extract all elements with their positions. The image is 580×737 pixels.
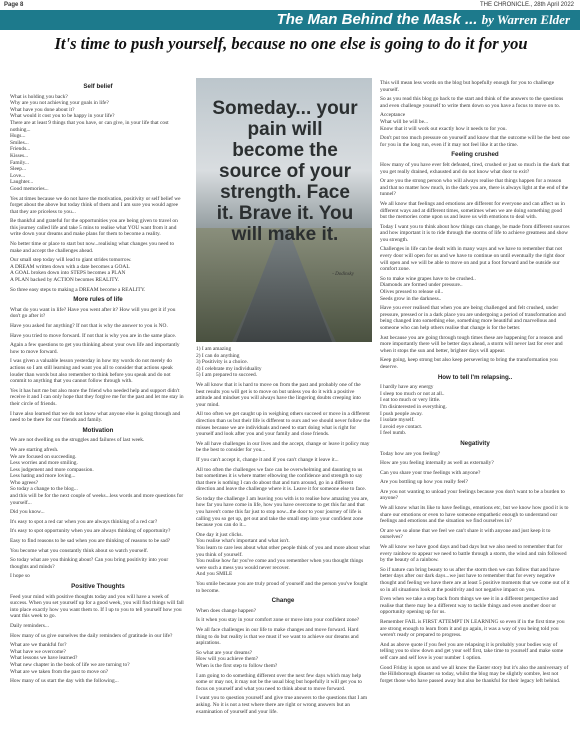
paragraph: How many of us give ourselves the daily reminders of gratitude in our life?: [10, 632, 173, 639]
line-list: [380, 112, 570, 132]
paragraph: You smile because you are truly proud of yourself and the person you've fought to become.: [196, 581, 368, 594]
paragraph: Have you asked for anything? If not that is why the answer to you is NO.: [10, 323, 168, 329]
line-list: [380, 384, 570, 437]
list-line: You realise what's important and what isn't.: [196, 538, 290, 545]
paragraph: You become what you constantly think about so watch yourself.: [10, 547, 149, 554]
list-line: I'm disinterested in everything.: [380, 403, 447, 410]
paragraph: We all have challenges in our lives and the accept, change or leave it policy may be the best to consider for you...: [196, 440, 370, 454]
paragraph: Daily reminders...: [10, 622, 49, 629]
paragraph: Challenges in life can be dealt with in many ways and we have to remember that not every door will open for us and we have to continue on until eventually the right door will open and we will be able to move on and put a foot forward and be outside our comfort zone.: [380, 246, 565, 273]
list-line: Family...: [10, 159, 29, 166]
list-line: Smiles...: [10, 139, 29, 146]
paragraph: How many of you have ever felt defeated, tired, crushed or just so much in the dark that you get really drained, exhausted and do not know what door to exit?: [380, 161, 570, 175]
paragraph: All too often the challenges we face can be overwhelming and daunting to us but sometimes it is where matter elbowing the confidence and strength to say that there is nothing I can do about that and turn around, go in a different direction and leave the challenge where it is. Leave it for someone else to face.: [196, 466, 367, 493]
paragraph: How many of us start the day with the following...: [10, 678, 119, 685]
list-line: What is holding you back?: [10, 93, 68, 100]
paragraph: Don't put too much pressure on yourself and know that the outcome will be the best one for you in the long run, even if it may not feel like it at the time.: [380, 135, 570, 148]
paragraph: Are you bottling up how you really feel?: [380, 479, 468, 486]
list-line: What new chapter in the book of life we are turning to?: [10, 661, 130, 668]
paragraph: What do you want in life? Have you went after it? How will you get it if you don't go after it?: [10, 306, 176, 320]
line-list: [10, 94, 186, 193]
list-line: A GOAL broken down into STEPS becomes a PLAN: [10, 270, 126, 277]
line-list: [196, 532, 370, 578]
article-headline: It's time to push yourself, because no one else is going to do it for you: [54, 34, 528, 53]
paragraph: All too often we get caught up in weighing others succeed or move in a different direction than us but their life is different to ours and we should never follow the misses because we are individuals and need to start doing what is right for yourself and look after you and your family and close friends.: [196, 411, 371, 438]
line-list: [196, 346, 370, 379]
paragraph: I am going to do something different over the next few days which may help some or may not, it may not be the usual blog but hopefully it will get you to focus on yourself and what you need to think about to move forward.: [196, 672, 362, 692]
list-line: Laughter...: [10, 179, 34, 186]
list-line: You realise how far you've come and you remember when you thought things were such a mess you would never recover.: [196, 558, 364, 571]
list-line: What are we taken from the past to move on?: [10, 668, 109, 675]
list-line: When is the first step to follow them?: [196, 662, 278, 669]
list-line: What have we overcome?: [10, 648, 66, 655]
list-line: I sleep too much or not at all..: [380, 390, 445, 397]
list-line: There are at least 9 things that you have, or can give, in your life that cost nothing...: [10, 119, 169, 133]
section-banner: [0, 10, 580, 30]
paragraph: We all face challenges in our life to make changes and move forward. Hard thing to do but reality is that we must if we want to achieve our dreams and aspirations.: [196, 626, 359, 647]
paragraph: Just because you are going through tough times these are happening for a reason and more importantly there will be better days ahead, a storm will never last for ever and when it stops the sun and better, brighter days will appear.: [380, 334, 563, 354]
list-line: I avoid eye contact.: [380, 423, 423, 430]
paragraph: So three easy steps to making a DREAM become a REALITY.: [10, 286, 146, 293]
paragraph: Keep going, keep strong but also keep persevering to bring the transformation you deserve.: [380, 357, 558, 370]
paragraph: Is it when you stay in your comfort zone or move into your confident zone?: [196, 617, 360, 624]
paragraph: We all know we have good days and bad days but we also need to remember that for every rainbow to appear we need to battle through a storm, the wind and rain followed by the beauty of a rainbow.: [380, 544, 567, 564]
line-list: [380, 276, 570, 302]
list-line: I push people away.: [380, 410, 423, 417]
list-line: We are focused on succeeding.: [10, 453, 77, 460]
subheading: More rules of life: [73, 296, 123, 304]
line-list: [196, 650, 370, 670]
paragraph: Today I want you to think about how things can change, be made from different sources and how important it is to ride through the storms of life to achieve greatness and show you strength.: [380, 223, 570, 243]
paragraph: It's easy to spot opportunity when you are always thinking of opportunity?: [10, 528, 171, 535]
list-line: Hugs...: [10, 133, 26, 140]
article-column-3: [380, 80, 570, 687]
paragraph: This will mean less words on the blog but hopefully enough for you to challenge yourself.: [380, 80, 554, 93]
paragraph: We all know that feelings and emotions are different for everyone and can affect us in different ways and at different times, sometimes when we are doing something good but the memories come upon us and leave us with emotions to deal with.: [380, 200, 565, 221]
section-title: [12, 11, 570, 28]
list-line: Why are you not achieving your goals in life?: [10, 100, 109, 107]
list-line: Seeds grow in the darkness..: [380, 295, 442, 302]
image-credit: - Dodinsky: [332, 272, 354, 277]
list-line: 1) I am amazing: [196, 346, 232, 352]
paragraph: Remember FAIL is FIRST ATTEMPT IN LEARNING so even if in the first time you are strong enough to learn from it and go again, it was a way of you being told you weren't ready or prepared to progress.: [380, 618, 565, 639]
list-line: Our small step today will lead to giant strides tomorrow.: [10, 257, 132, 264]
paragraph: We all know that it is hard to move on from the past and probably one of the best results you will get is to move on but unless you do it with a positive attitude and mindset you will always have the lingering doubts creeping into your mind.: [196, 381, 361, 408]
paragraph: When does change happen?: [196, 607, 257, 614]
image-quote: Someday... your pain will become the source of your strength. Face it. Brave it. You will make it.: [212, 98, 358, 245]
list-line: I feel numb.: [380, 430, 407, 437]
list-line: 5) I am prepared to succeed.: [196, 372, 258, 379]
subheading: Positive Thoughts: [71, 583, 125, 590]
list-line: Acceptance: [380, 112, 406, 119]
list-line: 2) I can do anything: [196, 352, 240, 359]
list-line: Olives pressed to release oil..: [380, 289, 444, 296]
paragraph: Yes at times because we do not have the motivation, positivity or self belief we forget about the above but today think of them and I am sure you would agree that they are priceless to you...: [10, 195, 181, 215]
list-line: Kisses...: [10, 152, 29, 159]
paragraph: So today what are you thinking about? Can you bring positivity into your thoughts and minds?: [10, 557, 169, 570]
list-line: I hardly have any energy: [380, 384, 434, 391]
paragraph: Easy to find reasons to be sad when you are thinking of reasons to be sad?: [10, 538, 171, 545]
list-line: You learn to care less about what other people think of you and more about what you think of yourself.: [196, 545, 370, 558]
list-line: Friends...: [10, 146, 31, 153]
paragraph: I have also learned that we do not know what anyone else is going through and need to be there for our friends and family.: [10, 410, 181, 424]
list-line: I isolate myself.: [380, 417, 415, 424]
subheading: How to tell I'm relapsing..: [437, 373, 513, 381]
subheading: Feeling crushed: [451, 151, 499, 159]
paragraph: So as you read this blog go back to the start and think of the answers to the questions and even challenge yourself to write them down so you have a focus to move on to.: [380, 96, 564, 109]
list-line: What would it cost you to be happy in your life?: [10, 113, 115, 120]
paragraph: It's easy to spot a red car when you are always thinking of a red car?: [10, 518, 158, 525]
paragraph: I was given a valuable lesson yesterday in how my words do not merely do actions so I am still learning and want you all to consider that actions speak louder than words but also remember to think before you speak and do not commit to anything that you cannot follow through with.: [10, 358, 173, 385]
paragraph: If you can't accept it, change it and if you can't change it leave it...: [196, 456, 339, 463]
list-line: What lessons we have learned?: [10, 655, 78, 662]
list-line: How will you achieve them?: [196, 656, 258, 663]
list-line: and this will be for the next couple of weeks...less words and more questions for yourself...: [10, 493, 184, 506]
paragraph: Did you know...: [10, 509, 45, 516]
list-line: Sleep...: [10, 166, 27, 173]
line-list: [10, 257, 186, 283]
list-line: What have you done about it?: [10, 106, 75, 113]
paragraph: And as above quote if you feel you are relapsing it is probably your bodies way of telling you to slow down and get your self first, take time to yourself and make some self care and self love is your number 1 option.: [380, 641, 564, 661]
list-line: And you SMILE: [196, 571, 233, 578]
page-number: Page 8: [4, 2, 24, 8]
subheading: Negativity: [460, 439, 490, 447]
list-line: We are starting afresh.: [10, 446, 59, 453]
paragraph: We are not dwelling on the struggles and failures of last week.: [10, 437, 145, 444]
list-line: Diamonds are formed under pressure..: [380, 282, 463, 289]
paragraph: So today the challenge I am leaving you with is to realise how amazing you are, how far you have come in life, how you have overcome to get this far and that you haven't come this far just to stop now...the door to your journey of life is calling you so get up, get out and take the small step into your confident zone because you can do it...: [196, 495, 369, 529]
quote-image: [196, 78, 372, 342]
paragraph: Yes it has hurt me but also more the friend who needed help and support didn't receive it and I can only hope that they forgive me for the past and let me stay in their circle of friends.: [10, 387, 184, 407]
list-line: Good memories...: [10, 185, 49, 192]
byline: by Warren Elder: [481, 12, 570, 27]
paragraph: Even when we take a step back from things we see it in a different perspective and realise that there may be a different way to tackle things and even another door or opportunity opening up for us.: [380, 596, 559, 616]
line-list: [10, 447, 186, 506]
list-line: I eat too much or very little.: [380, 397, 441, 404]
list-line: Less hating and more loving...: [10, 473, 76, 480]
paragraph: Good Friday is upon us and we all know the Easter story but it's also the anniversary of the Hillsborough disaster so today, whilst the blog may be slightly sombre, lest not forget those who have passed away but also be thankful for their legacy left behind.: [380, 664, 569, 684]
paragraph: Or are we so alone that we feel we can't share it with anyone and just keep it to ourselves?: [380, 527, 551, 541]
paragraph: Are you not wanting to unload your feelings because you don't want to be a burden to anyone?: [380, 488, 565, 502]
list-line: Less worries and more smiling.: [10, 460, 78, 467]
list-line: Less judgement and more compassion.: [10, 466, 94, 473]
list-line: A PLAN backed by ACTION becomes REALITY.: [10, 277, 120, 284]
paragraph: Feed your mind with positive thoughts today and you will have a week of success. When you set yourself up for a good week, you will find things will fall into place exactly how you want them to. If I up to you to tell yourself how you want this week to go.: [10, 593, 184, 620]
list-line: A DREAM written down with a date becomes a GOAL: [10, 263, 130, 270]
list-line: 3) Positivity is a choice.: [196, 359, 248, 366]
paragraph: Can you share your true feelings with anyone?: [380, 469, 481, 476]
list-line: Know that it will work out exactly how it needs to for you.: [380, 125, 507, 132]
paragraph: Have you tried to move forward. If not that is why you are in the same place.: [10, 332, 177, 339]
paragraph: How are you feeling internally as well as externally?: [380, 460, 494, 467]
list-line: Love...: [10, 172, 26, 179]
paragraph: We all know what its like to have feelings, emotions etc, but we know how good it is to share our emotions or even to have someone empathetic enough to understand our feelings and emotions and the situation we find ourselves in?: [380, 505, 569, 525]
paragraph: Today how are you feeling?: [380, 450, 441, 457]
list-line: Who agrees?: [10, 479, 38, 486]
list-line: 4) I celebrate my individuality: [196, 365, 262, 372]
subheading: Motivation: [82, 426, 114, 434]
publication-date: THE CHRONICLE., 28th April 2022: [479, 2, 574, 8]
paragraph: So if nature can bring beauty to us after the storm then we can follow that and have better days after our dark days...we just have to remember that for every negative thought and feeling we have there are at least 5 positive moments that we come out of it so in all situations look at the positivity and not negative impact on you.: [380, 566, 570, 593]
list-line: One day it just clicks.: [196, 531, 243, 538]
list-line: So to make wine grapes have to be crushed..: [380, 275, 476, 282]
paragraph: I hope so: [10, 573, 30, 580]
list-line: So today a change to the blog...: [10, 486, 78, 493]
list-line: What will be will be...: [380, 118, 429, 125]
paragraph: I want you to question yourself and give true answers to the questions that I am asking. No it is not a test where there are right or wrong answers but an examination of yourself and your life.: [196, 695, 368, 715]
paragraph: Or are you the strong person who will always realise that things happen for a reason and that no matter how much, in the dark you are, there is always light at the end of the tunnel?: [380, 178, 569, 198]
section-title-text: The Man Behind the Mask ...: [276, 11, 478, 28]
line-list: [10, 642, 186, 675]
list-line: So what are your dreams?: [196, 649, 252, 656]
subheading: Self belief: [83, 83, 113, 90]
article-column-1: [10, 80, 186, 688]
article-column-2: [196, 346, 370, 718]
paragraph: Have you ever realised that when you are being challenged and felt crushed, under pressure, pressed or in a dark place you are undergoing a period of transformation and being changed into something else, something more beautiful and marvellous and someone who can help others realise that change is for the better.: [380, 305, 566, 331]
paragraph: No better time or place to start but now...realising what changes you need to make and accept the challenges ahead.: [10, 241, 175, 254]
list-line: What are we thankful for?: [10, 642, 67, 649]
paragraph: Again a few questions to get you thinking about your own life and importantly how to move forward.: [10, 342, 180, 355]
subheading: Change: [271, 597, 295, 605]
paragraph: Be thankful and grateful for the opportunities you are being given to travel on this journey called life and take 5 mins to realise what YOU want from it and write down your dreams and make plans for them to become a reality.: [10, 218, 178, 238]
